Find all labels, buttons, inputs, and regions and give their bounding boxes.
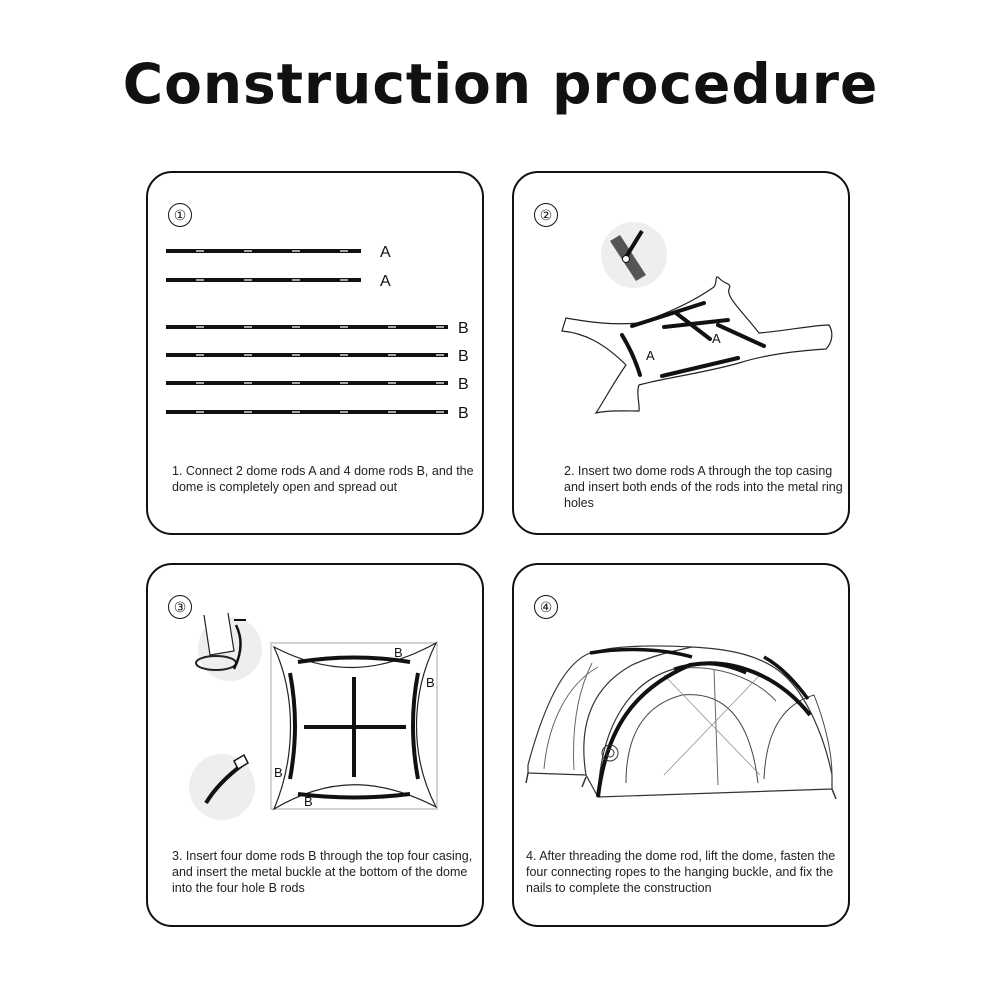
rod-label: A — [380, 273, 391, 290]
rod-label: B — [458, 376, 469, 393]
rod-label: A — [712, 331, 721, 346]
rod-label: B — [274, 765, 283, 780]
rod-label: B — [304, 794, 313, 809]
step-number: ③ — [168, 595, 192, 619]
step-caption: 4. After threading the dome rod, lift the dome, fasten the four connecting ropes to the hanging buckle, and fix the nails to complete the construction — [526, 849, 836, 895]
rod-label: B — [394, 645, 403, 660]
step-number: ④ — [534, 595, 558, 619]
casing-rod-b — [290, 658, 418, 798]
page-title: Construction procedure — [122, 52, 879, 116]
rod-end-detail-icon — [189, 754, 255, 820]
rod-label: B — [458, 405, 469, 422]
step-number: ① — [168, 203, 192, 227]
rod-label: B — [458, 320, 469, 337]
step-1-panel — [146, 171, 484, 535]
step-number: ② — [534, 203, 558, 227]
dome-canopy-outline — [562, 277, 832, 413]
metal-ring-detail-icon — [601, 222, 667, 288]
dome-tent-drawing — [526, 646, 836, 799]
step-3-panel — [146, 563, 484, 927]
step-2-panel — [512, 171, 850, 535]
step-caption: 2. Insert two dome rods A through the top casing and insert both ends of the rods into the metal ring holes — [564, 464, 843, 510]
buckle-detail-icon — [196, 613, 262, 681]
step-caption: 1. Connect 2 dome rods A and 4 dome rods B, and the dome is completely open and spread out — [172, 464, 474, 494]
step-4-panel — [512, 563, 850, 927]
rod-label: A — [646, 348, 655, 363]
rod-label: B — [426, 675, 435, 690]
step-caption: 3. Insert four dome rods B through the top four casing, and insert the metal buckle at the bottom of the dome into the four hole B rods — [172, 849, 473, 895]
rod-label: A — [380, 244, 391, 261]
rod-label: B — [458, 348, 469, 365]
